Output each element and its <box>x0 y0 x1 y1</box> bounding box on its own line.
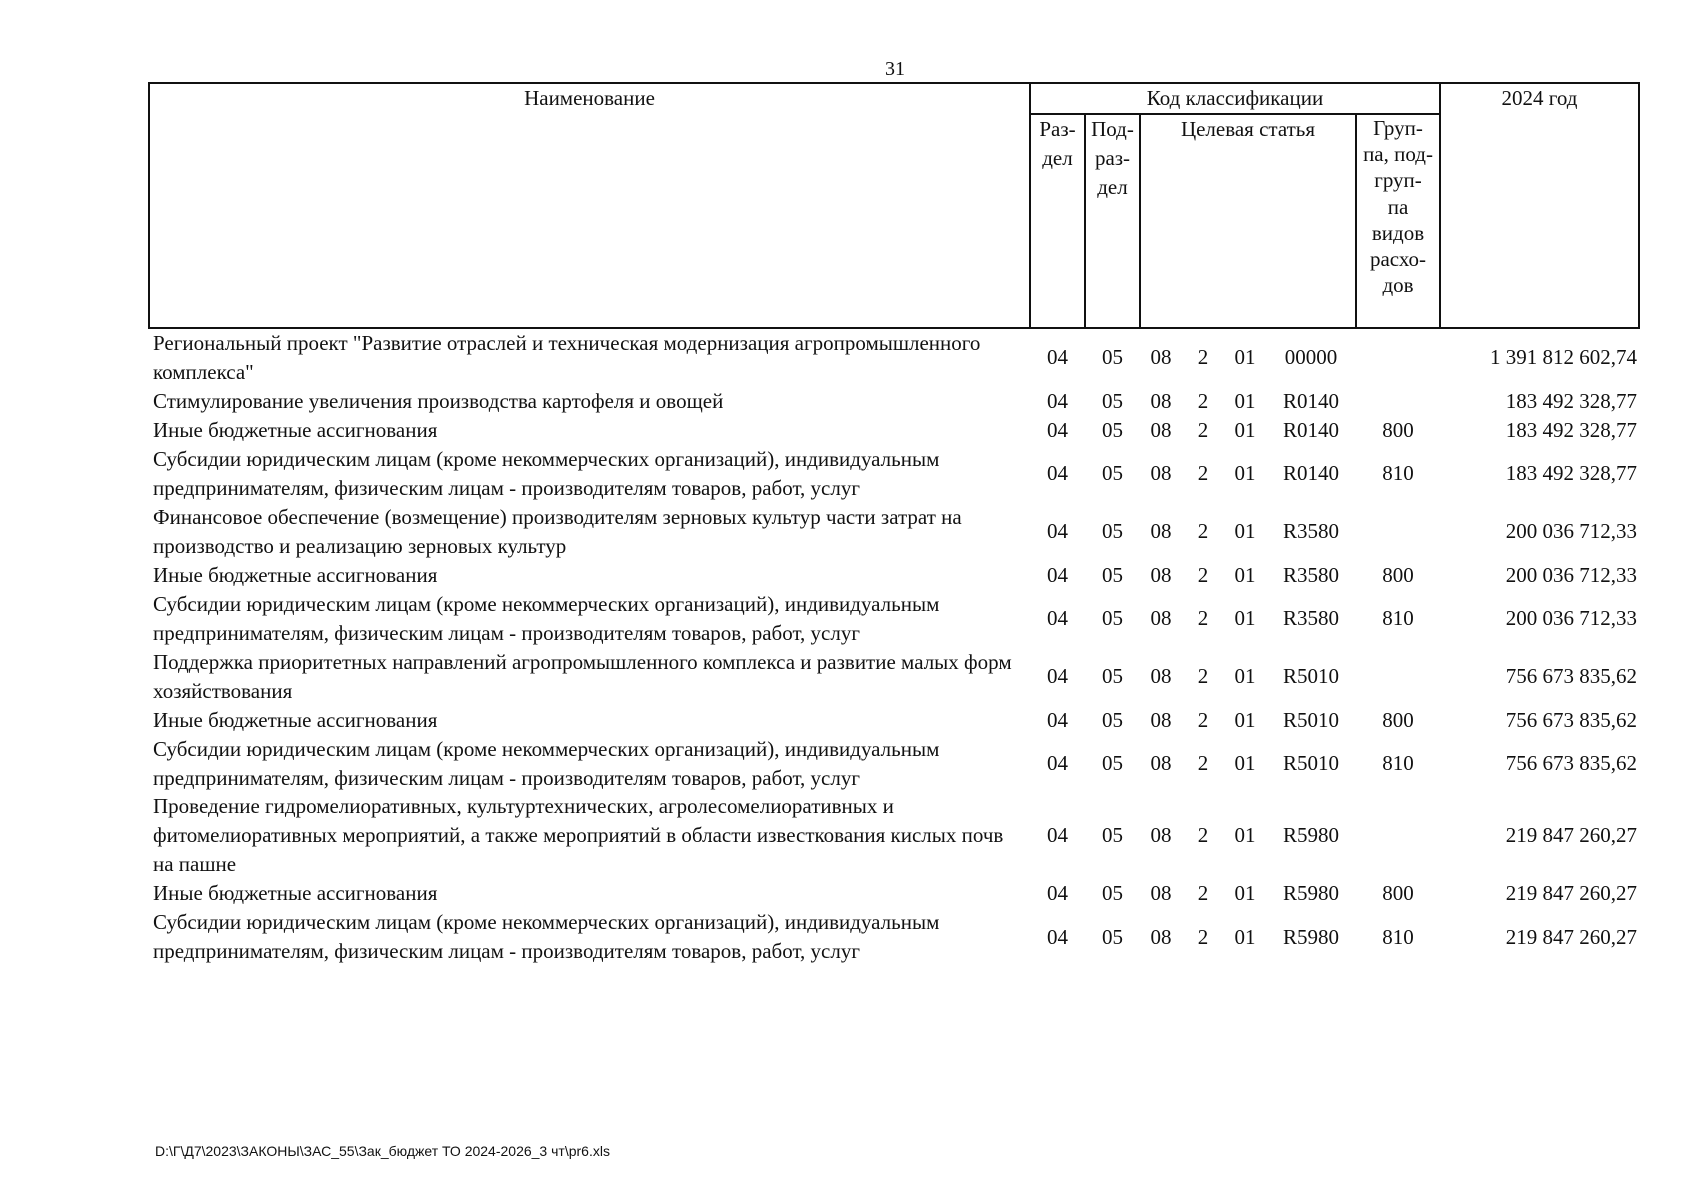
row-name: Поддержка приоритетных направлений агропромышленного комплекса и развитие малых форм хозяйствования <box>153 649 1012 703</box>
row-target-program: 08 <box>1150 417 1172 442</box>
row-target-direction: R5980 <box>1282 881 1339 906</box>
row-expense-group: 800 <box>1382 707 1414 732</box>
row-target-event: 01 <box>1234 461 1256 486</box>
row-target-direction: R0140 <box>1282 461 1339 486</box>
row-amount: 219 847 260,27 <box>1505 823 1638 848</box>
row-target-subprogram: 2 <box>1197 388 1209 413</box>
row-target-event: 01 <box>1234 562 1256 587</box>
row-target-subprogram: 2 <box>1197 461 1209 486</box>
row-razdel: 04 <box>1047 562 1068 587</box>
row-amount: 219 847 260,27 <box>1505 924 1638 949</box>
row-target-subprogram: 2 <box>1197 924 1209 949</box>
row-amount: 200 036 712,33 <box>1505 606 1638 631</box>
row-podrazdel: 05 <box>1102 519 1123 544</box>
row-podrazdel: 05 <box>1102 881 1123 906</box>
row-razdel: 04 <box>1047 345 1068 370</box>
header-razdel: Раз- дел <box>1030 114 1085 328</box>
row-target-direction: R0140 <box>1282 417 1339 442</box>
table-row <box>149 648 1639 706</box>
row-expense-group: 810 <box>1382 461 1414 486</box>
row-razdel: 04 <box>1047 519 1068 544</box>
row-amount: 756 673 835,62 <box>1505 707 1638 732</box>
row-target-program: 08 <box>1150 881 1172 906</box>
row-target-subprogram: 2 <box>1197 519 1209 544</box>
row-razdel: 04 <box>1047 881 1068 906</box>
row-name: Иные бюджетные ассигнования <box>153 562 438 587</box>
header-group: Груп- па, под- груп- па видов расхо- дов <box>1356 114 1440 328</box>
table-row <box>149 416 1639 445</box>
row-podrazdel: 05 <box>1102 751 1123 776</box>
row-name: Субсидии юридическим лицам (кроме некоммерческих организаций), индивидуальным предпринимателям, физическим лицам - производителям товаров, работ, услуг <box>153 591 940 645</box>
file-path-footer: D:\Г\Д7\2023\ЗАКОНЫ\ЗАС_55\Зак_бюджет ТО 2024-2026_3 чт\pr6.xls <box>155 1143 610 1159</box>
row-expense-group <box>1356 503 1440 561</box>
row-name: Субсидии юридическим лицам (кроме некоммерческих организаций), индивидуальным предпринимателям, физическим лицам - производителям товаров, работ, услуг <box>153 736 940 790</box>
row-podrazdel: 05 <box>1102 388 1123 413</box>
row-expense-group: 800 <box>1382 881 1414 906</box>
row-target-direction: R5010 <box>1282 751 1339 776</box>
table-row <box>149 445 1639 503</box>
row-podrazdel: 05 <box>1102 664 1123 689</box>
row-razdel: 04 <box>1047 388 1068 413</box>
row-target-subprogram: 2 <box>1197 562 1209 587</box>
row-target-direction: R5010 <box>1282 707 1339 732</box>
row-target-subprogram: 2 <box>1197 417 1209 442</box>
row-amount: 756 673 835,62 <box>1505 751 1638 776</box>
table-row <box>149 590 1639 648</box>
header-target: Целевая статья <box>1140 114 1356 328</box>
row-amount: 183 492 328,77 <box>1505 417 1638 442</box>
row-razdel: 04 <box>1047 924 1068 949</box>
header-classification: Код классификации <box>1030 83 1440 114</box>
row-target-subprogram: 2 <box>1197 881 1209 906</box>
row-target-direction: 00000 <box>1284 345 1338 370</box>
row-target-program: 08 <box>1150 664 1172 689</box>
row-amount: 1 391 812 602,74 <box>1490 345 1638 370</box>
page-number: 31 <box>885 58 905 80</box>
row-target-event: 01 <box>1234 881 1256 906</box>
row-target-program: 08 <box>1150 707 1172 732</box>
table-row <box>149 561 1639 590</box>
row-razdel: 04 <box>1047 417 1068 442</box>
row-expense-group <box>1356 648 1440 706</box>
row-target-event: 01 <box>1234 823 1256 848</box>
row-target-event: 01 <box>1234 751 1256 776</box>
row-expense-group: 800 <box>1382 562 1414 587</box>
row-name: Иные бюджетные ассигнования <box>153 881 438 906</box>
row-target-direction: R5010 <box>1282 664 1339 689</box>
row-target-program: 08 <box>1150 519 1172 544</box>
row-razdel: 04 <box>1047 606 1068 631</box>
row-target-program: 08 <box>1150 461 1172 486</box>
row-target-subprogram: 2 <box>1197 823 1209 848</box>
row-target-program: 08 <box>1150 388 1172 413</box>
row-target-direction: R3580 <box>1282 606 1339 631</box>
row-podrazdel: 05 <box>1102 823 1123 848</box>
row-podrazdel: 05 <box>1102 707 1123 732</box>
row-expense-group: 810 <box>1382 606 1414 631</box>
row-expense-group <box>1356 792 1440 879</box>
row-podrazdel: 05 <box>1102 417 1123 442</box>
row-name: Иные бюджетные ассигнования <box>153 707 438 732</box>
row-amount: 219 847 260,27 <box>1505 881 1638 906</box>
row-target-direction: R3580 <box>1282 519 1339 544</box>
row-expense-group <box>1356 387 1440 416</box>
row-target-direction: R5980 <box>1282 924 1339 949</box>
table-row <box>149 328 1639 387</box>
row-amount: 756 673 835,62 <box>1505 664 1638 689</box>
row-razdel: 04 <box>1047 751 1068 776</box>
header-name: Наименование <box>149 83 1030 328</box>
table-row <box>149 792 1639 879</box>
row-target-direction: R5980 <box>1282 823 1339 848</box>
table-row <box>149 735 1639 793</box>
row-podrazdel: 05 <box>1102 606 1123 631</box>
row-name: Субсидии юридическим лицам (кроме некоммерческих организаций), индивидуальным предпринимателям, физическим лицам - производителям товаров, работ, услуг <box>153 910 940 964</box>
row-expense-group: 800 <box>1382 417 1414 442</box>
row-target-event: 01 <box>1234 388 1256 413</box>
row-target-event: 01 <box>1234 664 1256 689</box>
row-target-program: 08 <box>1150 606 1172 631</box>
row-target-event: 01 <box>1234 707 1256 732</box>
table-row <box>149 879 1639 908</box>
row-name: Субсидии юридическим лицам (кроме некоммерческих организаций), индивидуальным предпринимателям, физическим лицам - производителям товаров, работ, услуг <box>153 446 940 500</box>
row-podrazdel: 05 <box>1102 924 1123 949</box>
header-year: 2024 год <box>1440 83 1639 328</box>
row-amount: 200 036 712,33 <box>1505 519 1638 544</box>
header-podrazdel: Под- раз- дел <box>1085 114 1140 328</box>
row-target-subprogram: 2 <box>1197 664 1209 689</box>
row-target-program: 08 <box>1150 345 1172 370</box>
table-row <box>149 908 1639 966</box>
row-name: Иные бюджетные ассигнования <box>153 417 438 442</box>
row-razdel: 04 <box>1047 664 1068 689</box>
table-body <box>149 328 1639 966</box>
row-target-subprogram: 2 <box>1197 345 1209 370</box>
row-razdel: 04 <box>1047 707 1068 732</box>
row-target-event: 01 <box>1234 345 1256 370</box>
row-expense-group: 810 <box>1382 924 1414 949</box>
row-target-program: 08 <box>1150 823 1172 848</box>
row-name: Финансовое обеспечение (возмещение) производителям зерновых культур части затрат на производство и реализацию зерновых культур <box>153 504 962 558</box>
row-target-direction: R3580 <box>1282 562 1339 587</box>
row-target-subprogram: 2 <box>1197 606 1209 631</box>
row-target-program: 08 <box>1150 562 1172 587</box>
row-name: Региональный проект "Развитие отраслей и техническая модернизация агропромышленного комплекса" <box>153 330 981 384</box>
row-target-subprogram: 2 <box>1197 707 1209 732</box>
row-expense-group: 810 <box>1382 751 1414 776</box>
row-podrazdel: 05 <box>1102 461 1123 486</box>
table-row <box>149 387 1639 416</box>
row-amount: 183 492 328,77 <box>1505 461 1638 486</box>
budget-table <box>148 82 1640 966</box>
row-razdel: 04 <box>1047 461 1068 486</box>
row-name: Стимулирование увеличения производства картофеля и овощей <box>153 388 724 413</box>
row-target-direction: R0140 <box>1282 388 1339 413</box>
row-podrazdel: 05 <box>1102 562 1123 587</box>
row-podrazdel: 05 <box>1102 345 1123 370</box>
row-target-event: 01 <box>1234 417 1256 442</box>
row-razdel: 04 <box>1047 823 1068 848</box>
row-name: Проведение гидромелиоративных, культуртехнических, агролесомелиоративных и фитомелиоративных мероприятий, а также мероприятий в области известкования кислых почв на пашне <box>153 794 1004 877</box>
table-header <box>149 83 1639 328</box>
row-target-subprogram: 2 <box>1197 751 1209 776</box>
row-amount: 183 492 328,77 <box>1505 388 1638 413</box>
table-row <box>149 503 1639 561</box>
row-target-event: 01 <box>1234 519 1256 544</box>
row-target-program: 08 <box>1150 751 1172 776</box>
row-target-program: 08 <box>1150 924 1172 949</box>
table-row <box>149 706 1639 735</box>
row-target-event: 01 <box>1234 924 1256 949</box>
row-amount: 200 036 712,33 <box>1505 562 1638 587</box>
row-expense-group <box>1356 328 1440 387</box>
row-target-event: 01 <box>1234 606 1256 631</box>
